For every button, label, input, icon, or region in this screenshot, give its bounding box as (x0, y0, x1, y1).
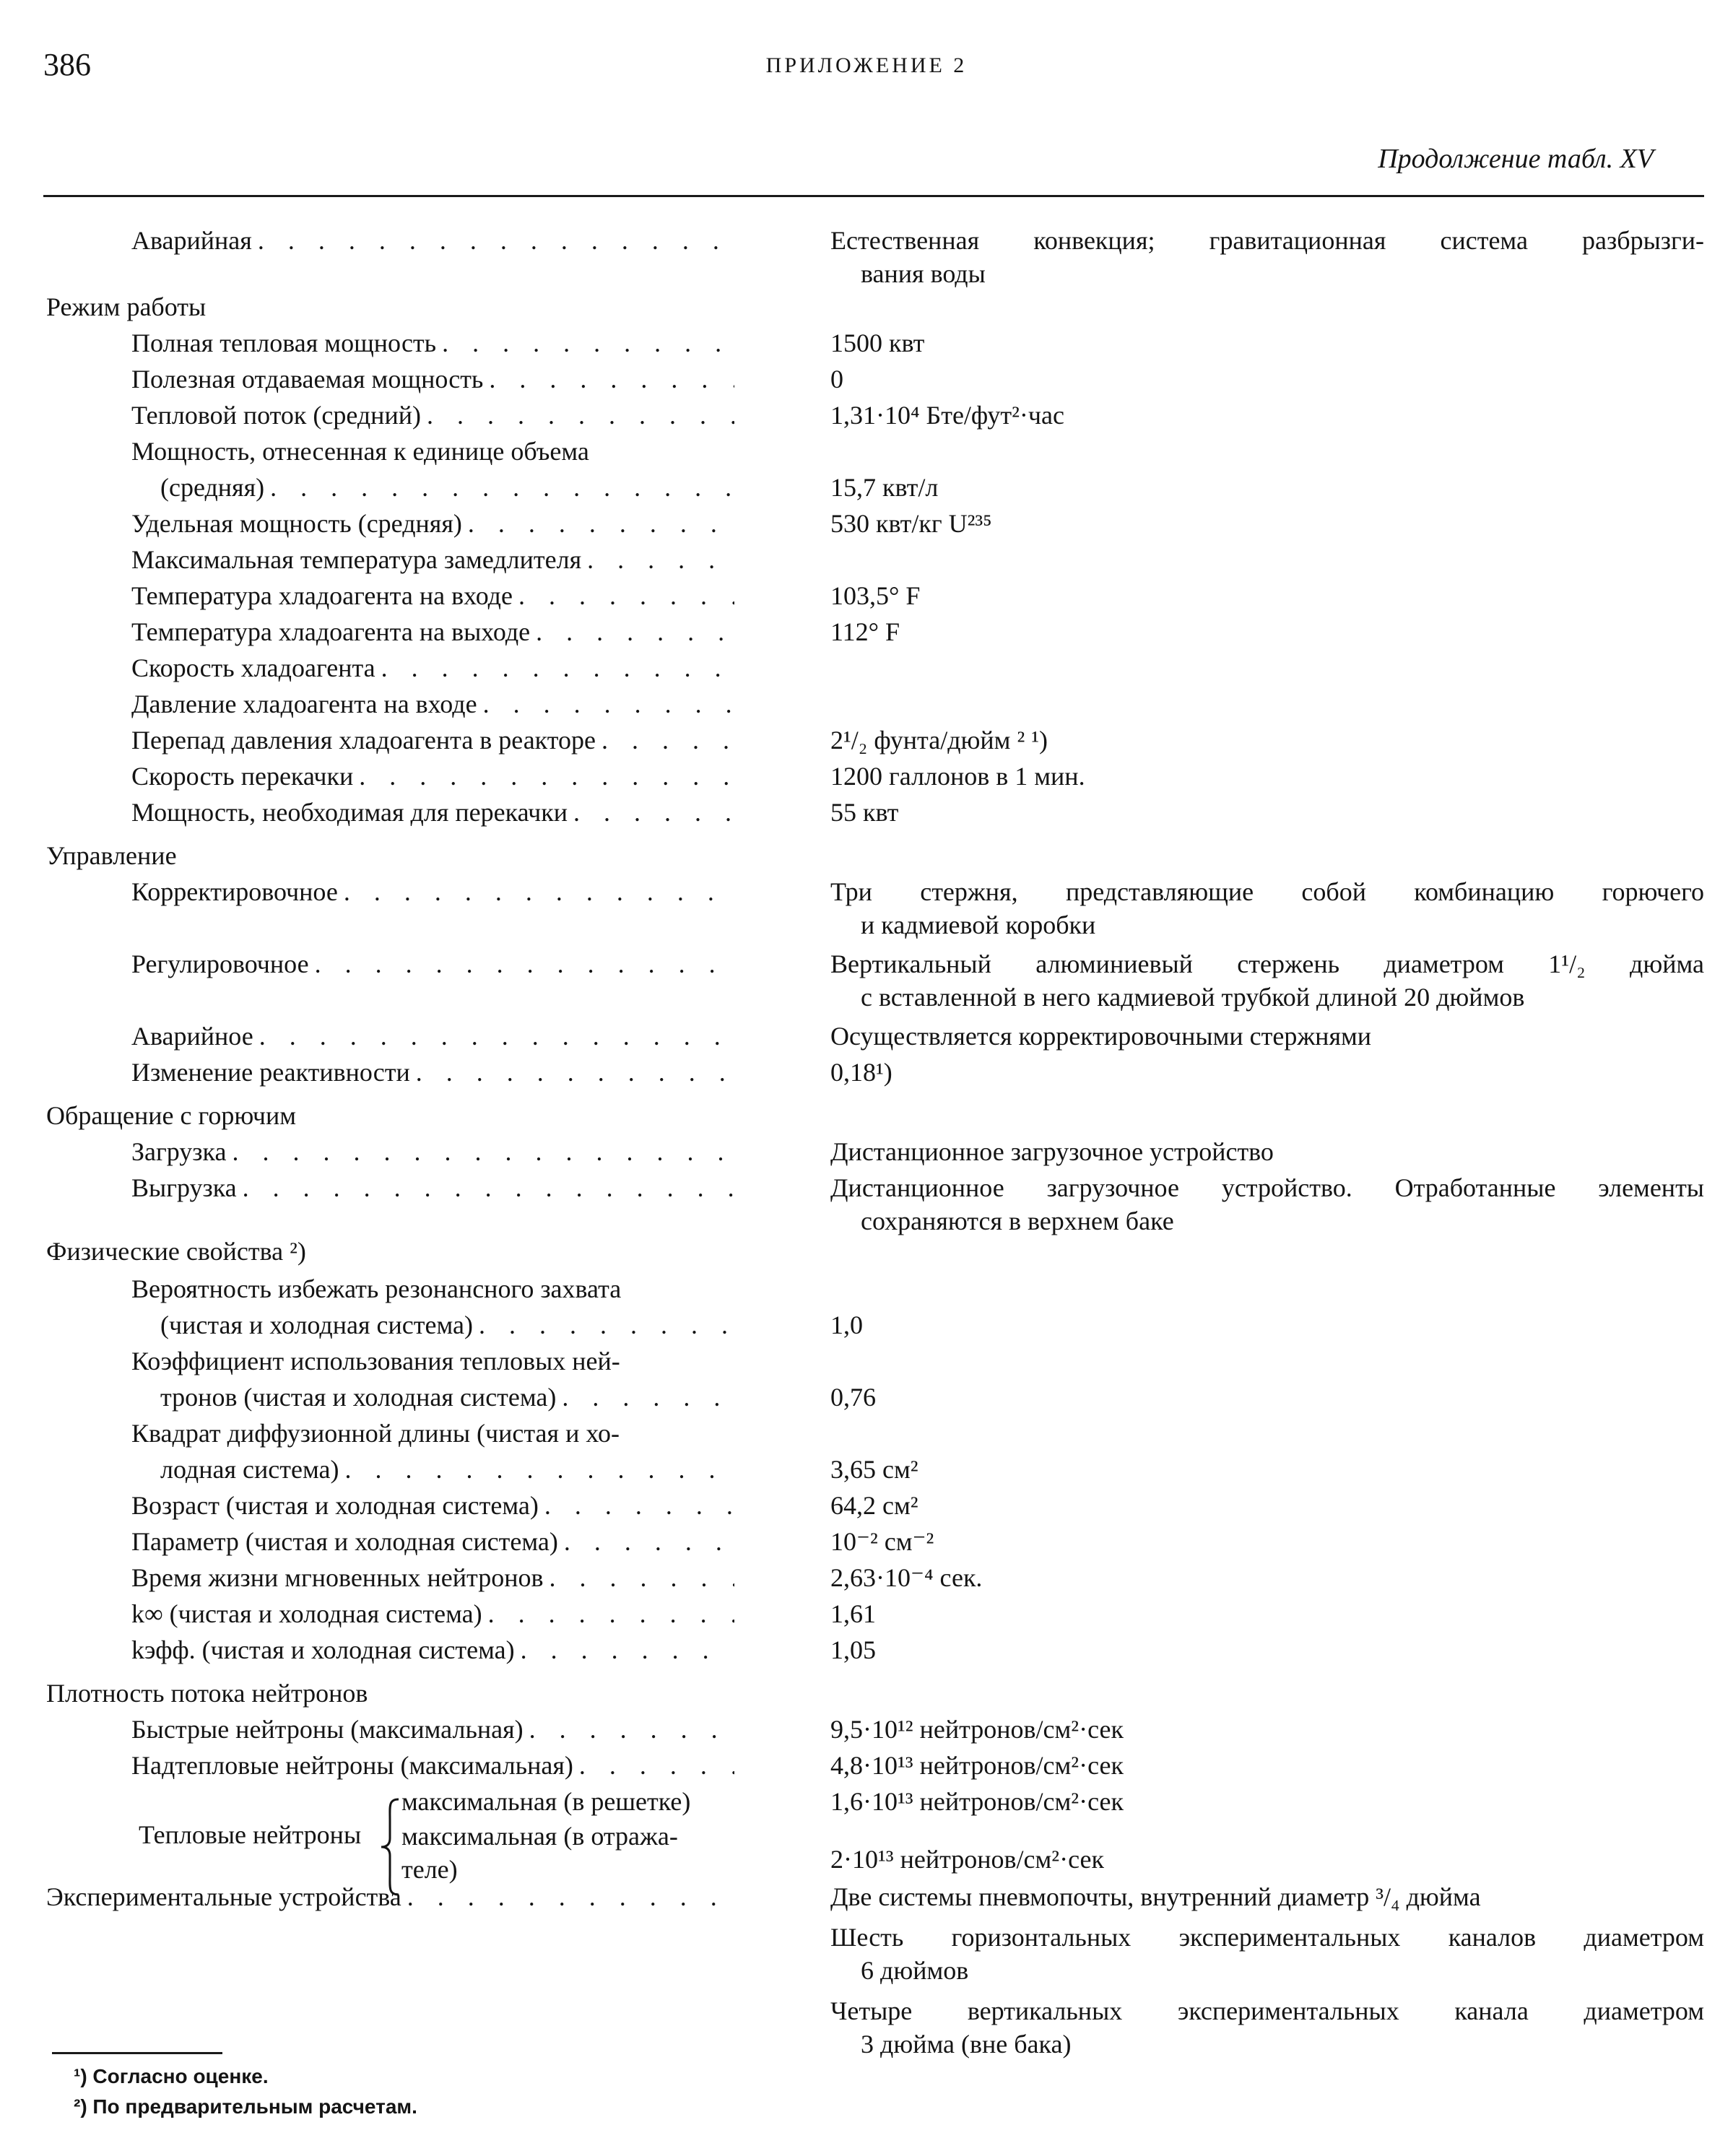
row-value: 64,2 см² (830, 1491, 918, 1520)
footnote-rule (52, 2052, 222, 2054)
row-value: 10⁻² см⁻² (830, 1527, 934, 1556)
row-label: Тепловой поток (средний) . . . (131, 399, 734, 432)
row-value: Вертикальный алюминиевый стержень диаметром 1¹/₂ дюйма с вставленной в него кадмиевой трубкой длиной 20 дюймов (830, 949, 1704, 1012)
row-label: Загрузка . . . (131, 1135, 734, 1168)
row-value: Осуществляется корректировочными стержнями (830, 1022, 1372, 1051)
section-heading: Плотность потока нейтронов (46, 1679, 368, 1708)
row-label: Квадрат диффузионной длины (чистая и хо- (131, 1419, 620, 1448)
row-label: Аварийная . . . (131, 224, 734, 257)
thermal-option: максимальная (в решетке) (401, 1787, 691, 1816)
row-value: 1200 галлонов в 1 мин. (830, 762, 1085, 791)
row-value: 3,65 см² (830, 1455, 918, 1484)
row-label: Мощность, необходимая для перекачки . . . (131, 796, 734, 829)
row-label: Мощность, отнесенная к единице объема (131, 437, 589, 466)
row-label: Вероятность избежать резонансного захвата (131, 1274, 622, 1303)
row-label: Возраст (чистая и холодная система) . . . (131, 1489, 734, 1522)
row-label: Максимальная температура замедлителя . . . (131, 543, 734, 576)
row-label: Температура хладоагента на входе . . . (131, 579, 734, 612)
page-number: 386 (43, 47, 91, 82)
row-label: Скорость хладоагента . . . (131, 651, 734, 684)
row-label: Выгрузка . . . (131, 1171, 734, 1204)
row-value: 530 квт/кг U²³⁵ (830, 509, 992, 538)
row-value: Дистанционное загрузочное устройство (830, 1137, 1274, 1166)
row-value: 1,6·10¹³ нейтронов/см²·сек (830, 1787, 1124, 1816)
row-value: 55 квт (830, 798, 899, 827)
row-label: Коэффициент использования тепловых ней- (131, 1347, 620, 1375)
row-label: Регулировочное . . . (131, 947, 734, 981)
row-value: Три стержня, представляющие собой комбинацию горючего и кадмиевой коробки (830, 877, 1704, 939)
row-label: Параметр (чистая и холодная система) . . . (131, 1525, 734, 1558)
row-value: 103,5° F (830, 581, 921, 610)
row-value: 0 (830, 365, 843, 394)
row-label: Перепад давления хладоагента в реакторе . . . (131, 723, 734, 757)
row-label: Аварийное . . . (131, 1020, 734, 1053)
row-value: 4,8·10¹³ нейтронов/см²·сек (830, 1751, 1124, 1780)
row-label: Корректировочное . . . (131, 875, 734, 908)
row-label: лодная система) . . . (160, 1453, 734, 1486)
row-label: Давление хладоагента на входе . . . (131, 687, 734, 721)
thermal-option: теле) (401, 1855, 458, 1884)
row-value: 0,18¹) (830, 1058, 892, 1087)
row-value: 1,05 (830, 1635, 876, 1664)
row-label: kэфф. (чистая и холодная система) . . . (131, 1633, 734, 1666)
table-continuation-caption: Продолжение табл. XV (1378, 144, 1654, 174)
row-label: Удельная мощность (средняя) . . . (131, 507, 734, 540)
running-head: ПРИЛОЖЕНИЕ 2 (765, 53, 968, 77)
row-value: 1500 квт (830, 329, 925, 357)
row-label: Время жизни мгновенных нейтронов . . . (131, 1561, 734, 1594)
row-label: Быстрые нейтроны (максимальная) . . . (131, 1713, 734, 1746)
row-label: Экспериментальные устройства . . . (46, 1880, 734, 1913)
row-value: 2¹/₂ фунта/дюйм ² ¹) (830, 726, 1048, 755)
row-value: 112° F (830, 617, 900, 646)
row-label: (чистая и холодная система) . . . (160, 1308, 734, 1342)
row-value: Дистанционное загрузочное устройство. Отработанные элементы сохраняются в верхнем баке (830, 1173, 1704, 1235)
row-value: 2,63·10⁻⁴ сек. (830, 1563, 983, 1592)
row-label: (средняя) . . . (160, 471, 734, 504)
row-value: 1,61 (830, 1599, 876, 1628)
row-value: 1,31·10⁴ Бте/фут²·час (830, 401, 1064, 430)
row-value: 2·10¹³ нейтронов/см²·сек (830, 1845, 1104, 1874)
row-label: Полезная отдаваемая мощность . . . (131, 362, 734, 396)
row-label: Тепловые нейтроны (139, 1820, 362, 1849)
row-value: Естественная конвекция; гравитационная система разбрызги- вания воды (830, 226, 1704, 288)
row-value: 0,76 (830, 1383, 876, 1412)
row-value: 15,7 квт/л (830, 473, 939, 502)
row-label: Изменение реактивности . . . (131, 1056, 734, 1089)
row-label: тронов (чистая и холодная система) . . . (160, 1381, 734, 1414)
section-heading: Управление (46, 841, 177, 870)
section-heading: Режим работы (46, 292, 207, 321)
row-label: Температура хладоагента на выходе . . . (131, 615, 734, 648)
footnote: ¹) Согласно оценке. (74, 2065, 269, 2087)
table-top-rule (43, 195, 1704, 197)
row-label: Скорость перекачки . . . (131, 760, 734, 793)
row-value: Две системы пневмопочты, внутренний диаметр ³/₄ дюйма Шесть горизонтальных экспериментальных каналов диаметром 6 дюймов Четыре вертикальных экспериментальных канала диаметром 3 дюйма (вне бака) (830, 1882, 1704, 2059)
row-value: 9,5·10¹² нейтронов/см²·сек (830, 1715, 1124, 1744)
row-value: 1,0 (830, 1310, 863, 1339)
row-label: k∞ (чистая и холодная система) . . . (131, 1597, 734, 1630)
thermal-option: максимальная (в отража- (401, 1822, 678, 1851)
section-heading: Обращение с горючим (46, 1101, 297, 1130)
section-heading: Физические свойства ²) (46, 1237, 306, 1266)
row-label: Надтепловые нейтроны (максимальная) . . . (131, 1749, 734, 1782)
footnote: ²) По предварительным расчетам. (74, 2095, 417, 2118)
row-label: Полная тепловая мощность . . . (131, 326, 734, 360)
